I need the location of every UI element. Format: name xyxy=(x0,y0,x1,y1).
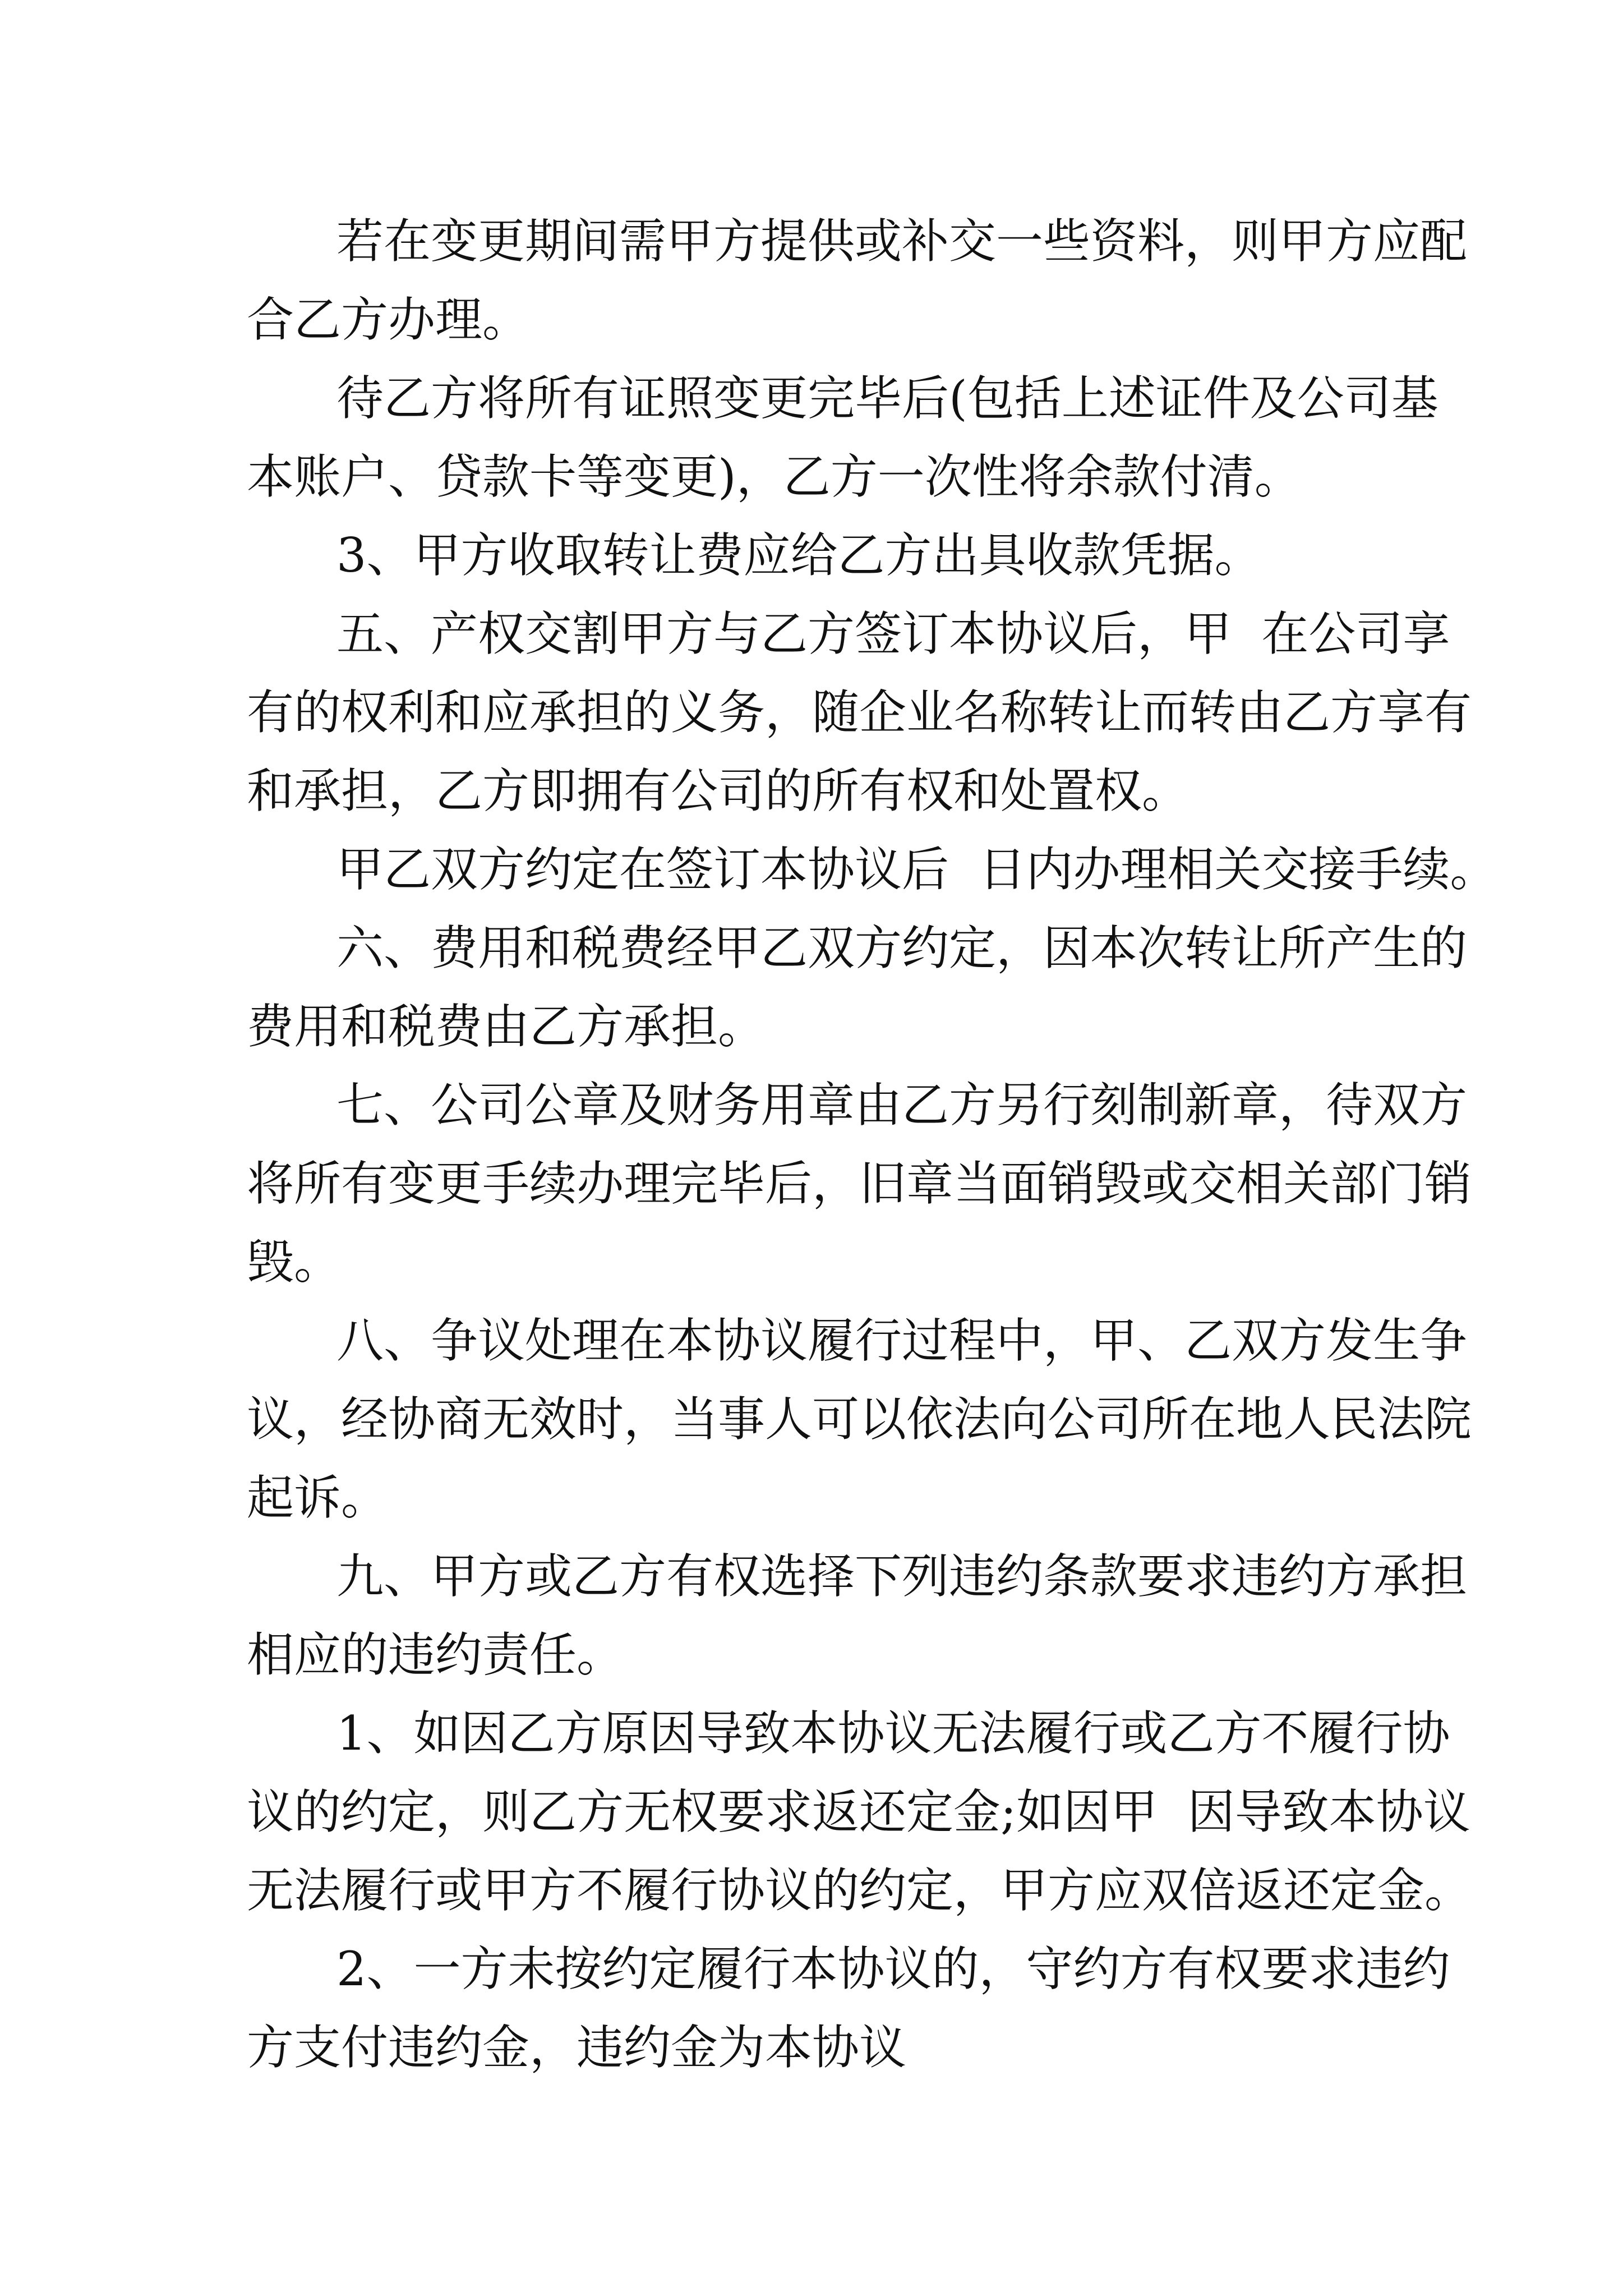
text-line: 3、甲方收取转让费应给乙方出具收款凭据。 xyxy=(336,528,1262,583)
text-line: 议，经协商无效时，当事人可以依法向公司所在地人民法院 xyxy=(247,1392,1472,1447)
text-line: 七、公司公章及财务用章由乙方另行刻制新章，待双方 xyxy=(336,1078,1468,1133)
text-line: 若在变更期间需甲方提供或补交一些资料，则甲方应配 xyxy=(336,214,1468,269)
text-line: 1、如因乙方原因导致本协议无法履行或乙方不履行协 xyxy=(336,1706,1450,1761)
text-line: 六、费用和税费经甲乙双方约定，因本次转让所产生的 xyxy=(336,921,1468,976)
text-line: 待乙方将所有证照变更完毕后(包括上述证件及公司基 xyxy=(336,371,1438,426)
text-line: 起诉。 xyxy=(247,1470,389,1525)
text-line: 八、争议处理在本协议履行过程中，甲、乙双方发生争 xyxy=(336,1313,1468,1368)
text-line: 本账户、贷款卡等变更)，乙方一次性将余款付清。 xyxy=(247,449,1302,504)
text-line: 方支付违约金，违约金为本协议 xyxy=(247,2020,907,2075)
text-line: 五、产权交割甲方与乙方签订本协议后，甲 在公司享 xyxy=(336,606,1450,661)
text-line: 和承担，乙方即拥有公司的所有权和处置权。 xyxy=(247,763,1189,818)
text-line: 九、甲方或乙方有权选择下列违约条款要求违约方承担 xyxy=(336,1549,1468,1604)
text-line: 甲乙双方约定在签订本协议后 日内办理相关交接手续。 xyxy=(336,842,1497,897)
text-line: 费用和税费由乙方承担。 xyxy=(247,999,766,1054)
text-line: 有的权利和应承担的义务，随企业名称转让而转由乙方享有 xyxy=(247,685,1472,740)
text-line: 相应的违约责任。 xyxy=(247,1627,624,1682)
text-line: 无法履行或甲方不履行协议的约定，甲方应双倍返还定金。 xyxy=(247,1863,1472,1918)
text-line: 将所有变更手续办理完毕后，旧章当面销毁或交相关部门销 xyxy=(247,1156,1472,1211)
text-line: 议的约定，则乙方无权要求返还定金;如因甲 因导致本协议 xyxy=(247,1784,1470,1839)
text-line: 毁。 xyxy=(247,1235,342,1290)
text-line: 合乙方办理。 xyxy=(247,292,530,347)
text-line: 2、一方未按约定履行本协议的，守约方有权要求违约 xyxy=(336,1941,1450,1996)
